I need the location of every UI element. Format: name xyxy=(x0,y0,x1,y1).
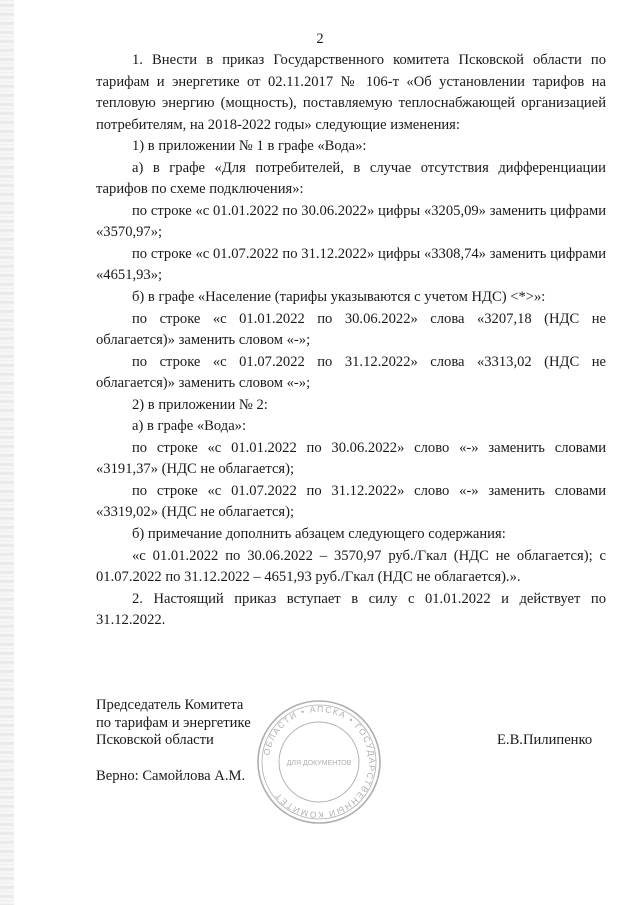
svg-text:ОБЛАСТИ • АПСКА • ГОСУДАРСТВЕН: ОБЛАСТИ • АПСКА • ГОСУДАРСТВЕННЫЙ КОМИТЕТ xyxy=(261,703,378,821)
paragraph-population-h1: по строке «с 01.01.2022 по 30.06.2022» слова «3207,18 (НДС не облагается)» заменить словом «-»; xyxy=(96,310,606,349)
paragraph-item-1: 1. Внести в приказ Государственного комитета Псковской области по тарифам и энергетике от 02.11.2017 № 106-т «Об установлении тарифов на тепловую энергию (мощность), поставляемую теплоснабжающей организацией потребителям, на 2018-2022 годы» следующие изменения: xyxy=(96,52,606,133)
svg-text:ДЛЯ ДОКУМЕНТОВ: ДЛЯ ДОКУМЕНТОВ xyxy=(286,760,352,767)
paragraph-row-h2-2022: по строке «с 01.07.2022 по 31.12.2022» цифры «3308,74» заменить цифрами «4651,93»; xyxy=(96,245,606,284)
paragraph-note: б) примечание дополнить абзацем следующего содержания: xyxy=(132,526,506,543)
paragraph-appendix-2: 2) в приложении № 2: xyxy=(132,396,268,413)
paragraph-population-h2: по строке «с 01.07.2022 по 31.12.2022» слова «3313,02 (НДС не облагается)» заменить словом «-»; xyxy=(96,353,606,392)
paragraph-row-h1-2022: по строке «с 01.01.2022 по 30.06.2022» цифры «3205,09» заменить цифрами «3570,97»; xyxy=(96,202,606,241)
signature-title-line-3: Псковской области xyxy=(96,732,214,749)
paragraph-column-consumers: а) в графе «Для потребителей, в случае отсутствия дифференциации тарифов по схеме подключения»: xyxy=(96,159,606,198)
paragraph-water-h1: по строке «с 01.01.2022 по 30.06.2022» слово «-» заменить словами «3191,37» (НДС не облагается); xyxy=(96,439,606,478)
scan-edge-shadow xyxy=(0,0,14,905)
page-number: 2 xyxy=(316,31,324,47)
paragraph-water-h2: по строке «с 01.07.2022 по 31.12.2022» слово «-» заменить словами «3319,02» (НДС не облагается); xyxy=(96,482,606,521)
paragraph-column-water: а) в графе «Вода»: xyxy=(132,418,247,435)
paragraph-item-2: 2. Настоящий приказ вступает в силу с 01.01.2022 и действует по 31.12.2022. xyxy=(96,590,606,629)
signature-title-line-1: Председатель Комитета xyxy=(96,697,244,713)
signature-title-line-2: по тарифам и энергетике xyxy=(96,714,251,731)
signatory-name: Е.В.Пилипенко xyxy=(497,732,593,748)
paragraph-note-text: «с 01.01.2022 по 30.06.2022 – 3570,97 руб./Гкал (НДС не облагается); с 01.07.2022 по 31.12.2022 – 4651,93 руб./Гкал (НДС не облагается).». xyxy=(96,547,606,586)
paragraph-appendix-1: 1) в приложении № 1 в графе «Вода»: xyxy=(132,138,367,155)
verno-line: Верно: Самойлова А.М. xyxy=(96,768,246,784)
paragraph-column-population: б) в графе «Население (тарифы указываются с учетом НДС) <*>»: xyxy=(132,289,546,306)
order-body xyxy=(96,50,606,632)
official-seal-icon xyxy=(255,698,383,826)
